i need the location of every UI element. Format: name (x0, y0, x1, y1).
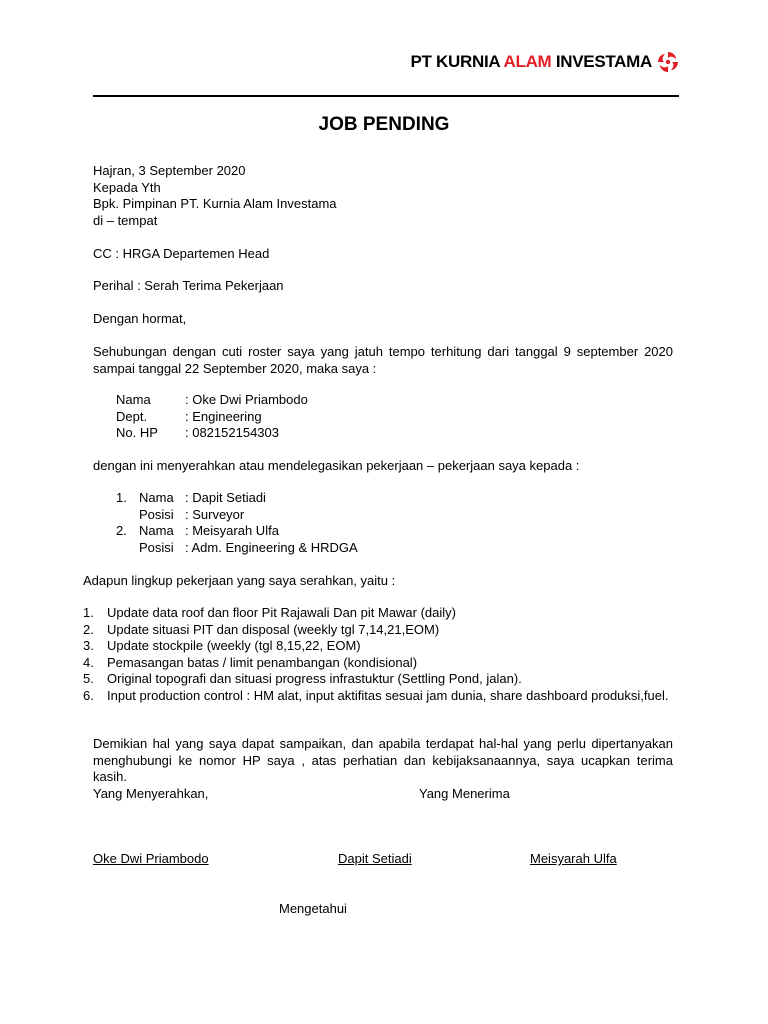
company-name-part3: INVESTAMA (551, 51, 652, 71)
document-title: JOB PENDING (318, 114, 450, 135)
field-value: : Adm. Engineering & HRDGA (185, 539, 358, 555)
delegate-number: 2. (116, 523, 127, 538)
intro-paragraph: Sehubungan dengan cuti roster saya yang jatuh tempo terhitung dari tanggal 9 september 2020 sampai tanggal 22 September 2020, maka saya : (93, 344, 673, 376)
receiver-label: Yang Menerima (419, 786, 510, 801)
task-list (83, 605, 674, 704)
delegate-2-name-row (116, 523, 358, 540)
field-value: : 082152154303 (185, 425, 279, 440)
task-number: 4. (83, 654, 94, 670)
giver-label: Yang Menyerahkan, (93, 786, 209, 801)
field-label: Nama (116, 392, 151, 407)
address-block (93, 163, 673, 229)
receiver2-name: Meisyarah Ulfa (530, 851, 617, 866)
task-number: 2. (83, 621, 94, 637)
company-name-part1: PT KURNIA (410, 51, 504, 71)
field-value: : Meisyarah Ulfa (185, 523, 279, 538)
field-value: : Oke Dwi Priambodo (185, 392, 308, 407)
receiver1-name: Dapit Setiadi (338, 851, 412, 866)
company-name-part2: ALAM (503, 51, 552, 71)
employee-details (116, 392, 308, 442)
delegate-1-name-row (116, 490, 358, 507)
task-number: 3. (83, 638, 94, 653)
swirl-logo-icon (656, 50, 680, 74)
field-value: : Dapit Setiadi (185, 490, 266, 505)
scope-intro: Adapun lingkup pekerjaan yang saya serahkan, yaitu : (83, 573, 396, 588)
field-label: Nama (139, 490, 174, 505)
list-item (83, 688, 674, 705)
task-number: 1. (83, 605, 94, 620)
acknowledge-label: Mengetahui (279, 901, 347, 916)
place-line: di – tempat (93, 212, 158, 228)
task-text: Update data roof dan floor Pit Rajawali Dan pit Mawar (daily) (107, 605, 457, 620)
company-name (410, 51, 653, 71)
list-item (83, 671, 674, 688)
task-text: Original topografi dan situasi progress infrastuktur (Settling Pond, jalan). (107, 671, 522, 686)
task-text: Pemasangan batas / limit penambangan (kondisional) (107, 654, 418, 670)
company-logo (411, 50, 681, 74)
delegates-list (116, 490, 358, 556)
list-item (83, 605, 674, 622)
list-item (83, 655, 674, 672)
task-text: Input production control : HM alat, input aktifitas sesuai jam dunia, share dashboard produksi,fuel. (107, 687, 669, 703)
delegate-number: 1. (116, 490, 127, 505)
employee-phone-row (116, 425, 308, 442)
task-number: 5. (83, 671, 94, 686)
cc-line: CC : HRGA Departemen Head (93, 246, 270, 261)
header-divider (93, 95, 679, 97)
giver-name: Oke Dwi Priambodo (93, 851, 209, 866)
field-value: : Surveyor (185, 506, 245, 522)
field-label: No. HP (116, 425, 158, 440)
delegation-intro: dengan ini menyerahkan atau mendelegasikan pekerjaan – pekerjaan saya kepada : (93, 458, 580, 473)
to-line: Kepada Yth (93, 179, 161, 195)
field-label: Dept. (116, 408, 148, 424)
task-text: Update situasi PIT dan disposal (weekly tgl 7,14,21,EOM) (107, 621, 440, 637)
recipient-line: Bpk. Pimpinan PT. Kurnia Alam Investama (93, 196, 337, 211)
task-number: 6. (83, 687, 94, 703)
greeting: Dengan hormat, (93, 311, 187, 326)
field-label: Nama (139, 523, 174, 538)
subject-line: Perihal : Serah Terima Pekerjaan (93, 278, 284, 293)
field-label: Posisi (139, 539, 174, 555)
field-label: Posisi (139, 506, 174, 522)
task-text: Update stockpile (weekly (tgl 8,15,22, EOM) (107, 638, 361, 653)
date-line: Hajran, 3 September 2020 (93, 163, 246, 178)
field-value: : Engineering (185, 408, 262, 424)
closing-paragraph: Demikian hal yang saya dapat sampaikan, dan apabila terdapat hal-hal yang perlu dipertanyakan menghubungi ke nomor HP saya , atas perhatian dan kebijaksanaannya, saya ucapkan terima kasih. (93, 736, 673, 784)
delegate-1-position-row (116, 507, 358, 524)
employee-name-row (116, 392, 308, 409)
list-item (83, 622, 674, 639)
list-item (83, 638, 674, 655)
delegate-2-position-row (116, 540, 358, 557)
employee-dept-row (116, 409, 308, 426)
